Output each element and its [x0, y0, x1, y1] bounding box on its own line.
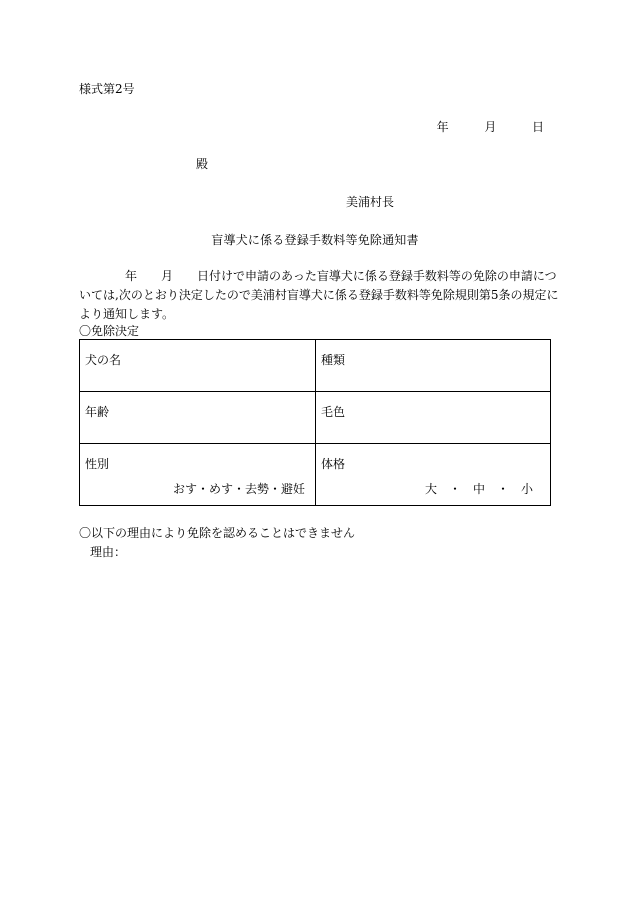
sex-options[interactable]: おす・めす・去勢・避妊 — [172, 482, 305, 496]
body-line-2: いては,次のとおり決定したので美浦村盲導犬に係る登録手数料等免除規則第5条の規定に — [79, 288, 559, 302]
date-line — [437, 121, 544, 133]
section-heading-exemption: 〇免除決定 — [79, 324, 140, 338]
dog-info-table — [79, 339, 551, 506]
date-month: 月 — [484, 120, 497, 134]
reason-label: 理由： — [90, 545, 127, 559]
dog-name-label: 犬の名 — [85, 353, 122, 367]
body-line-3: より通知します。 — [79, 307, 175, 321]
date-year: 年 — [436, 120, 449, 134]
rejection-heading: 〇以下の理由により免除を認めることはできません — [79, 526, 356, 540]
size-label: 体格 — [321, 457, 346, 471]
dog-name-cell[interactable] — [80, 340, 316, 392]
addressee: 殿 — [196, 157, 209, 171]
date-day: 日 — [531, 120, 544, 134]
document-title: 盲導犬に係る登録手数料等免除通知書 — [211, 233, 419, 247]
coat-color-cell[interactable] — [316, 392, 551, 444]
age-label: 年齢 — [85, 405, 110, 419]
coat-color-label: 毛色 — [321, 405, 346, 419]
age-cell[interactable] — [80, 392, 316, 444]
issuer-name: 美浦村長 — [346, 195, 395, 209]
breed-label: 種類 — [321, 353, 346, 367]
form-number-label: 様式第2号 — [79, 82, 135, 96]
size-cell[interactable] — [316, 444, 551, 506]
size-options[interactable]: 大 ・ 中 ・ 小 — [424, 482, 533, 496]
sex-cell[interactable] — [80, 444, 316, 506]
breed-cell[interactable] — [316, 340, 551, 392]
sex-label: 性別 — [85, 457, 110, 471]
body-line-1: 年 月 日付けで申請のあった盲導犬に係る登録手数料等の免除の申請につ — [125, 269, 557, 283]
notice-body — [79, 267, 559, 324]
